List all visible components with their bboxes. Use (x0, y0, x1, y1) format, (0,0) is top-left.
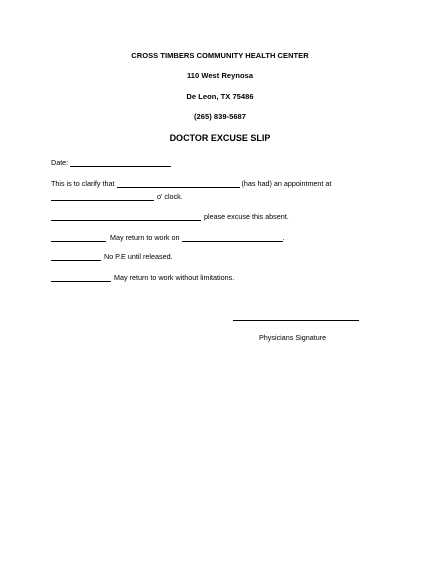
excuse-date-field[interactable] (51, 213, 201, 221)
oclock-label: o' clock. (157, 192, 183, 201)
form-title: DOCTOR EXCUSE SLIP (169, 133, 271, 143)
patient-name-field[interactable] (117, 180, 240, 188)
date-field[interactable] (70, 159, 171, 167)
no-limits-check-field[interactable] (51, 274, 111, 282)
excuse-row (51, 212, 289, 221)
date-row (51, 158, 171, 167)
return-work-period: . (282, 233, 285, 242)
return-work-row (51, 233, 285, 242)
no-limits-row (51, 273, 234, 282)
oclock-row (51, 192, 183, 201)
return-work-check-field[interactable] (51, 234, 106, 242)
no-pe-label: No P.E until released. (104, 252, 173, 261)
no-pe-row (51, 252, 173, 261)
no-limits-label: May return to work without limitations. (114, 273, 235, 282)
appointment-time-field[interactable] (51, 193, 154, 201)
has-had-label: (has had) an appointment at (241, 179, 332, 188)
street-address: 110 West Reynosa (186, 71, 254, 80)
city-state-zip: De Leon, TX 75486 (186, 92, 254, 101)
organization-name: CROSS TIMBERS COMMUNITY HEALTH CENTER (131, 51, 309, 60)
signature-field[interactable] (233, 320, 359, 321)
return-work-label: May return to work on (110, 233, 180, 242)
date-label: Date: (51, 158, 69, 167)
signature-label: Physicians Signature (259, 333, 327, 342)
phone-number: (265) 839-5687 (194, 112, 246, 121)
return-work-date-field[interactable] (182, 234, 283, 242)
clarify-row (51, 179, 331, 188)
clarify-label: This is to clarify that (51, 179, 115, 188)
excuse-label: please excuse this absent. (204, 212, 289, 221)
no-pe-check-field[interactable] (51, 253, 101, 261)
